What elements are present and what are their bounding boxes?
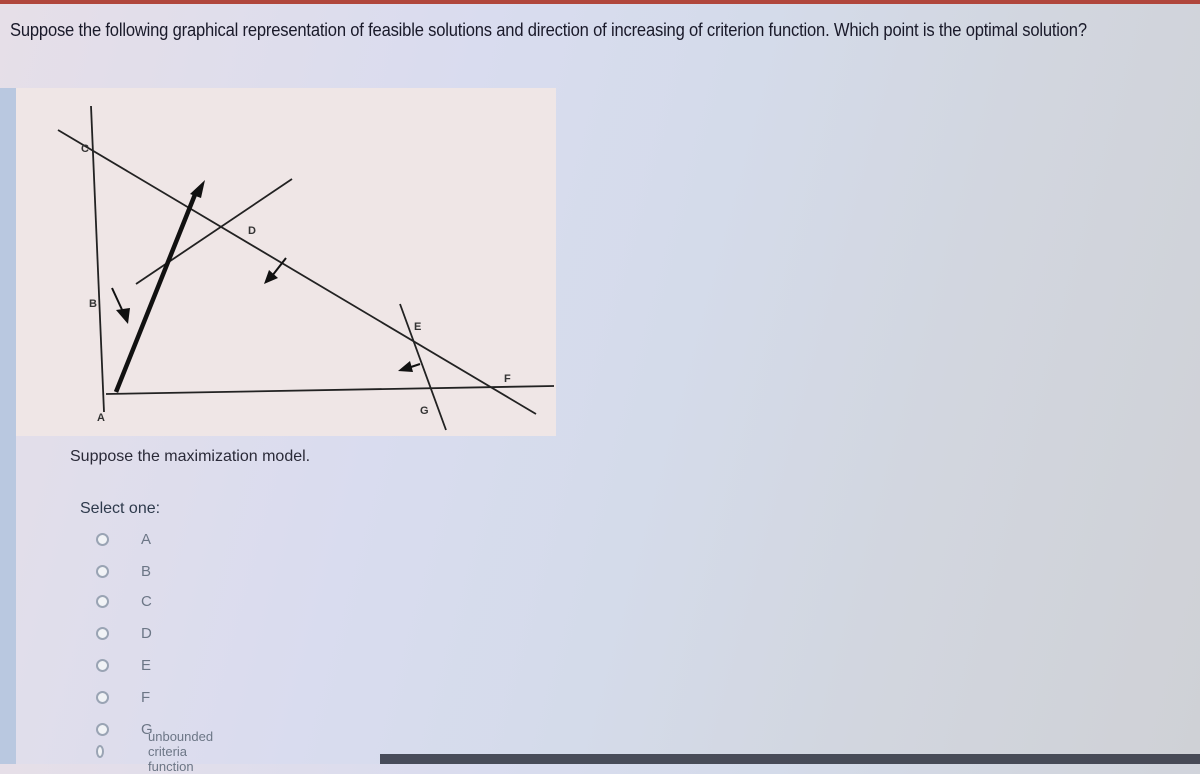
radio-b[interactable]: [96, 565, 109, 578]
option-g-label: G: [141, 720, 153, 738]
option-e-label: E: [141, 656, 152, 674]
feasible-region-figure: [16, 88, 556, 436]
radio-a[interactable]: [96, 533, 109, 546]
option-d-label: D: [141, 624, 152, 642]
model-description: Suppose the maximization model.: [70, 448, 311, 465]
radio-g[interactable]: [96, 723, 109, 736]
top-strip: [0, 0, 1200, 4]
point-label-a: A: [97, 412, 105, 424]
option-a[interactable]: [96, 526, 151, 552]
question-text: Suppose the following graphical representation of feasible solutions and direction of increasing of criterion function. Which point is the optimal solution?: [10, 20, 1087, 40]
radio-unbounded[interactable]: [96, 745, 104, 758]
option-f[interactable]: [96, 684, 150, 710]
point-label-f: F: [504, 373, 511, 385]
point-label-b: B: [89, 298, 97, 310]
option-unbounded-label: unbounded criteria function: [148, 728, 214, 774]
point-label-d: D: [248, 225, 256, 237]
bottom-bar: [380, 754, 1200, 764]
radio-e[interactable]: [96, 659, 109, 672]
select-one-label: Select one:: [80, 500, 161, 517]
figure-svg: [16, 88, 556, 436]
point-label-g: G: [420, 405, 429, 417]
option-unbounded[interactable]: [96, 728, 218, 774]
radio-f[interactable]: [96, 691, 109, 704]
option-c[interactable]: [96, 588, 152, 614]
option-d[interactable]: [96, 620, 152, 646]
option-c-label: C: [141, 592, 152, 610]
left-strip: [0, 88, 16, 764]
option-a-label: A: [141, 530, 152, 548]
radio-d[interactable]: [96, 627, 109, 640]
point-label-e: E: [414, 321, 422, 333]
option-e[interactable]: [96, 652, 151, 678]
radio-c[interactable]: [96, 595, 109, 608]
option-b-label: B: [141, 562, 152, 580]
option-f-label: F: [141, 688, 151, 706]
point-label-c: C: [81, 143, 89, 155]
option-b[interactable]: [96, 558, 151, 584]
